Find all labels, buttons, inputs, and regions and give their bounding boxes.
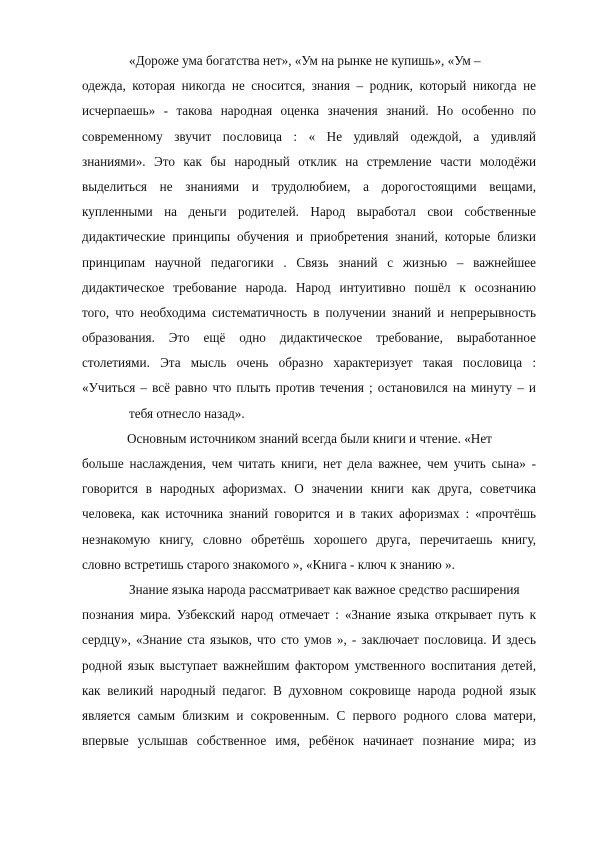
paragraph-1-line: одежда, которая никогда не сносится, знания – родник, который никогда не xyxy=(82,78,536,94)
paragraph-2-line: незнакомую книгу, словно обретёшь хорошего друга, перечитаешь книгу, xyxy=(82,531,536,547)
body-text xyxy=(82,48,536,753)
paragraph-1-line: современному звучит пословица : « Не удивляй одеждой, а удивляй xyxy=(82,128,536,144)
paragraph-2-line: говорится в народных афоризмах. О значении книги как друга, советчика xyxy=(82,481,536,497)
paragraph-1-line: «Учиться – всё равно что плыть против течения ; остановился на минуту – и xyxy=(82,380,536,396)
paragraph-3-line: как великий народный педагог. В духовном сокровище народа родной язык xyxy=(82,682,536,698)
paragraph-1-line: знаниями». Это как бы народный отклик на стремление части молодёжи xyxy=(82,153,536,169)
paragraph-1-line: «Дороже ума богатства нет», «Ум на рынке не купишь», «Ум – xyxy=(129,53,481,68)
paragraph-2-line: человека, как источника знаний говорится и в таких афоризмах : «прочтёшь xyxy=(82,506,536,522)
paragraph-1-line: исчерпаешь» - такова народная оценка значения знаний. Но особенно по xyxy=(82,103,536,119)
paragraph-1-line: образования. Это ещё одно дидактическое требование, выработанное xyxy=(82,330,536,346)
paragraph-1-line: столетиями. Эта мысль очень образно характеризует такая пословица : xyxy=(82,355,536,371)
paragraph-3-line: родной язык выступает важнейшим фактором умственного воспитания детей, xyxy=(82,657,536,673)
paragraph-2-line: больше наслаждения, чем читать книги, нет дела важнее, чем учить сына» - xyxy=(82,456,536,471)
paragraph-1-line: дидактическое требование народа. Народ интуитивно пошёл к осознанию xyxy=(82,279,536,295)
paragraph-1-line: выделиться не знаниями и трудолюбием, а дорогостоящими вещами, xyxy=(82,178,536,194)
paragraph-3-line: сердцу», «Знание ста языков, что сто умов », - заключает пословица. И здесь xyxy=(82,632,536,648)
paragraph-1-line: тебя отнесло назад». xyxy=(129,405,245,421)
paragraph-3-line: впервые услышав собственное имя, ребёнок начинает познание мира; из xyxy=(82,733,536,749)
paragraph-2-line: Основным источником знаний всегда были книги и чтение. «Нет xyxy=(127,430,492,446)
paragraph-3-line: Знание языка народа рассматривает как важное средство расширения xyxy=(129,581,520,597)
paragraph-3-line: познания мира. Узбекский народ отмечает : «Знание языка открывает путь к xyxy=(82,607,536,623)
paragraph-2-line: словно встретишь старого знакомого », «Книга - ключ к знанию ». xyxy=(82,556,455,572)
paragraph-1-line: купленными на деньги родителей. Народ выработал свои собственные xyxy=(82,204,536,220)
paragraph-1-line: того, что необходима систематичность в получении знаний и непрерывность xyxy=(82,304,536,320)
paragraph-1-line: принципам научной педагогики . Связь знаний с жизнью – важнейшее xyxy=(82,254,536,270)
paragraph-1-line: дидактические принципы обучения и приобретения знаний, которые близки xyxy=(82,229,536,245)
paragraph-3-line: является самым близким и сокровенным. С первого родного слова матери, xyxy=(82,707,536,723)
